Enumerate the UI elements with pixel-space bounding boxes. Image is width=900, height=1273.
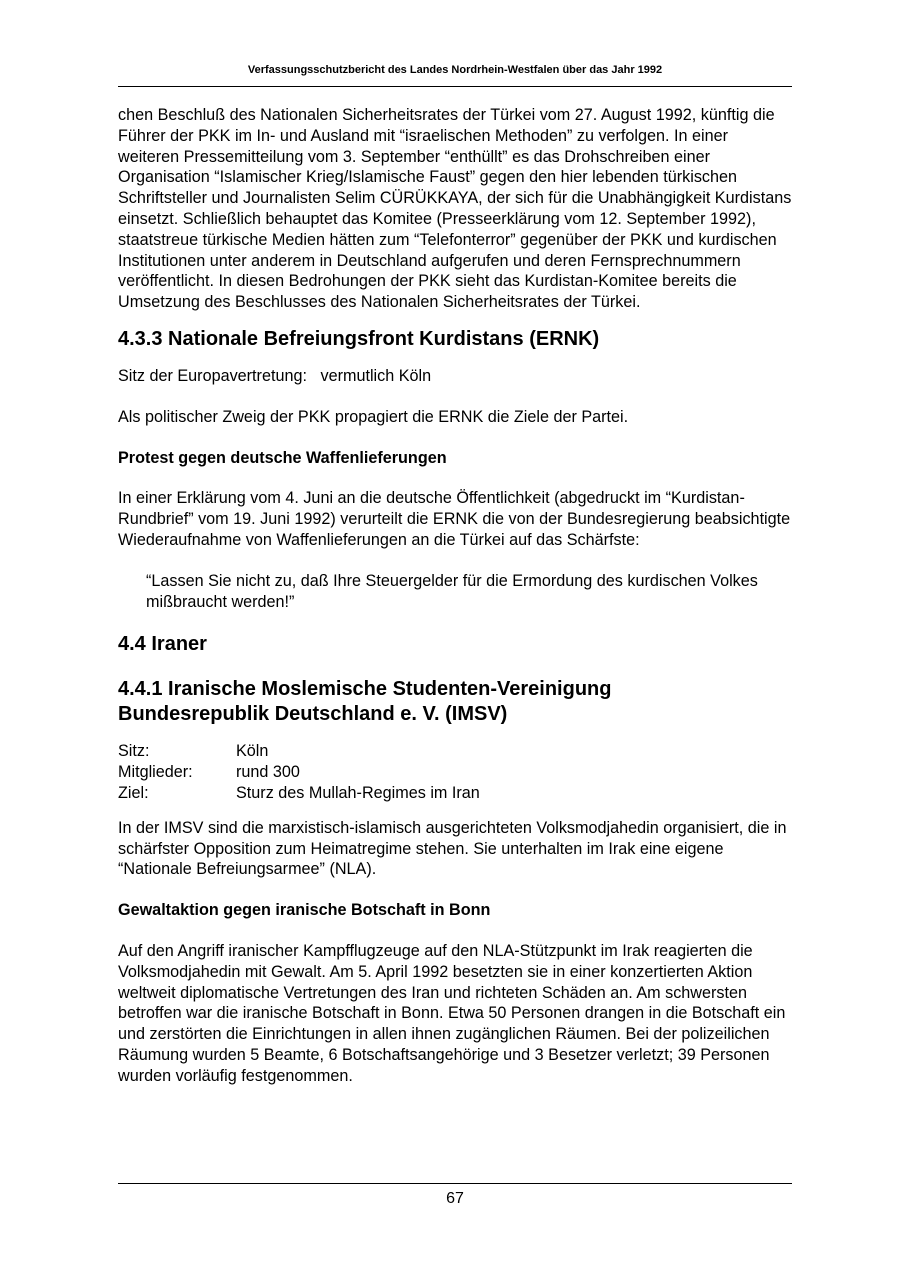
heading-4-4-1-line2: Bundesrepublik Deutschland e. V. (IMSV) [118,703,508,726]
facts-list [118,741,792,803]
header-rule [118,86,792,87]
paragraph-imsv: In der IMSV sind die marxistisch-islamisch ausgerichteten Volksmodjahedin organisiert, die in schärfster Opposition zum Heimatregime stehen. Sie unterhalten im Irak eine eigene “Nationale Befreiungsarmee” (NLA). [118,818,787,879]
fact-label: Mitglieder: [118,763,193,782]
fact-label: Sitz: [118,742,150,761]
fact-label: Ziel: [118,783,149,802]
paragraph-intro: chen Beschluß des Nationalen Sicherheitsrates der Türkei vom 27. August 1992, künftig die Führer der PKK im In- und Ausland mit “israelischen Methoden” zu verfolgen. In einer weiteren Pressemitteilung vom 3. September “enthüllt” es das Drohschreiben einer Organisation “Islamischer Krieg/Islamische Faust” gegen den hier lebenden türkischen Schriftsteller und Journalisten Selim CÜRÜKKAYA, der sich für die Unabhängigkeit Kurdistans einsetzt. Schließlich behauptet das Komitee (Presseerklärung vom 12. September 1992), staatstreue türkische Medien hätten zum “Telefonterror” gegenüber der PKK und kurdischen Institutionen unter anderem in Deutschland aufgerufen und deren Fernsprechnummern veröffentlicht. In diesen Bedrohungen der PKK sieht das Kurdistan-Komitee bereits die Umsetzung des Beschlusses des Nationalen Sicherheitsrates der Türkei. [118,106,792,312]
fact-value: Köln [236,742,269,761]
fact-row [118,783,792,804]
seat-label: Sitz der Europavertretung: [118,366,307,385]
heading-4-4-1 [118,677,792,727]
footer-rule [118,1183,792,1184]
seat-value: vermutlich Köln [320,366,432,385]
heading-4-4: 4.4 Iraner [118,633,207,656]
block-quote: “Lassen Sie nicht zu, daß Ihre Steuergelder für die Ermordung des kurdischen Volkes mißbraucht werden!” [146,571,758,611]
page-number: 67 [446,1190,464,1207]
fact-value: rund 300 [236,763,300,782]
heading-4-4-1-line1: 4.4.1 Iranische Moslemische Studenten-Vereinigung [118,678,612,701]
fact-value: Sturz des Mullah-Regimes im Iran [236,783,480,802]
paragraph-protest: In einer Erklärung vom 4. Juni an die deutsche Öffentlichkeit (abgedruckt im “Kurdistan-Rundbrief” vom 19. Juni 1992) verurteilt die ERNK die von der Bundesregierung beabsichtigte Wiederaufnahme von Waffenlieferungen an die Türkei auf das Schärfste: [118,489,791,549]
running-header: Verfassungsschutzbericht des Landes Nordrhein-Westfalen über das Jahr 1992 [247,64,663,76]
heading-4-3-3: 4.3.3 Nationale Befreiungsfront Kurdistans (ERNK) [118,327,600,350]
fact-row [118,741,792,762]
subheading-protest: Protest gegen deutsche Waffenlieferungen [118,448,447,467]
fact-row [118,762,792,783]
seat-line [118,366,792,387]
paragraph-ernk: Als politischer Zweig der PKK propagiert die ERNK die Ziele der Partei. [118,407,629,426]
paragraph-gewaltaktion: Auf den Angriff iranischer Kampfflugzeuge auf den NLA-Stützpunkt im Irak reagierten die Volksmodjahedin mit Gewalt. Am 5. April 1992 besetzten sie in einer konzertierten Aktion weltweit diplomatische Vertretungen des Iran und richteten Schäden an. Am schwersten betroffen war die iranische Botschaft in Bonn. Etwa 50 Personen drangen in die Botschaft ein und zerstörten die Einrichtungen in allen ihnen zugänglichen Räumen. Bei der polizeilichen Räumung wurden 5 Beamte, 6 Botschaftsangehörige und 3 Besetzer verletzt; 39 Personen wurden vorläufig festgenommen. [118,941,786,1085]
subheading-gewaltaktion: Gewaltaktion gegen iranische Botschaft in Bonn [118,901,491,920]
document-body [118,105,792,1087]
